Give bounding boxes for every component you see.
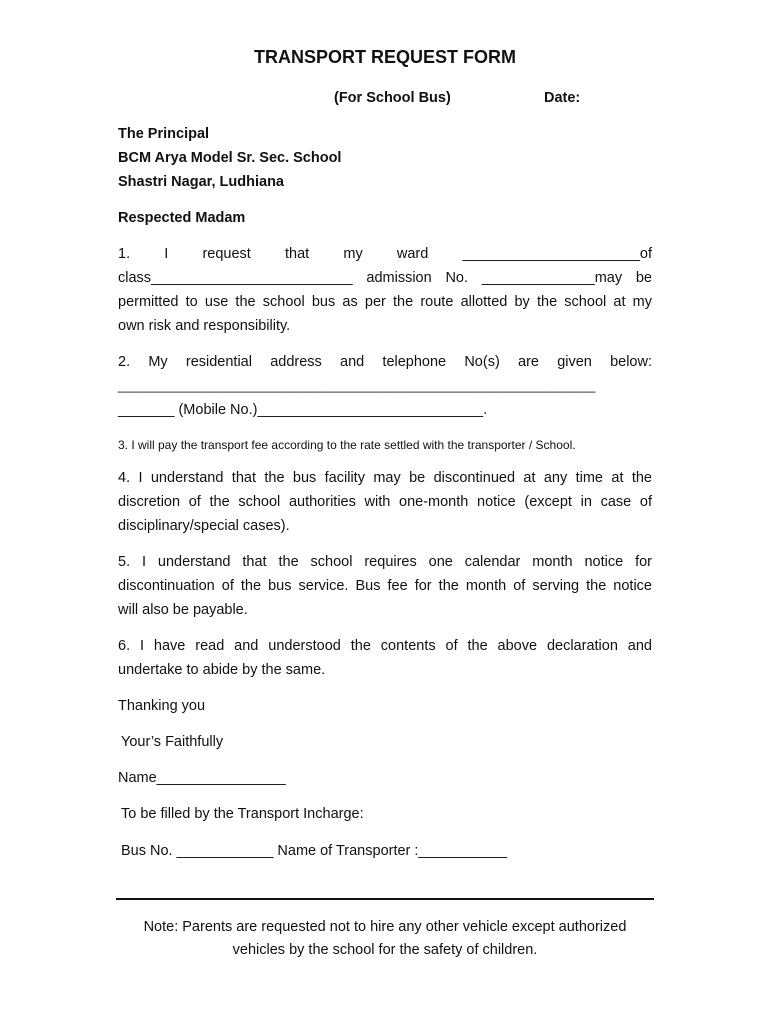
note-line-2: vehicles by the school for the safety of children. (232, 942, 538, 958)
thanking-you: Thanking you (118, 698, 206, 714)
footer-note (110, 916, 660, 962)
recipient-school: BCM Arya Model Sr. Sec. School (118, 150, 342, 166)
date-label: Date: (544, 90, 581, 106)
clause-3: 3. I will pay the transport fee according to the rate settled with the transporter / School. (118, 438, 576, 452)
clause-5-line-1: 5. I understand that the school requires one calendar month notice for (118, 554, 652, 570)
clause-2-line-1: 2. My residential address and telephone No(s) are given below: (118, 354, 652, 370)
recipient-title: The Principal (118, 126, 210, 142)
clause-1-line-1: 1. I request that my ward ______________________of (118, 246, 652, 262)
form-title: TRANSPORT REQUEST FORM (253, 47, 516, 67)
clause-5-line-3: will also be payable. (118, 602, 248, 618)
clause-4-line-2: discretion of the school authorities with one-month notice (except in case of (118, 494, 652, 510)
recipient-address: Shastri Nagar, Ludhiana (118, 174, 284, 190)
clause-4-line-3: disciplinary/special cases). (118, 518, 290, 534)
note-line-1: Note: Parents are requested not to hire any other vehicle except authorized (143, 919, 627, 935)
clause-2-address-blank: __________________________________________________________________ (118, 378, 596, 393)
clause-6-line-2: undertake to abide by the same. (118, 662, 326, 678)
clause-6-line-1: 6. I have read and understood the contents of the above declaration and (118, 638, 652, 654)
clause-5-line-2: discontinuation of the bus service. Bus fee for the month of serving the notice (118, 578, 652, 594)
clause-4-line-1: 4. I understand that the bus facility may be discontinued at any time at the (118, 470, 652, 486)
clause-1-line-3: permitted to use the school bus as per the route allotted by the school at my (118, 294, 652, 310)
yours-faithfully: Your’s Faithfully (121, 734, 224, 750)
clause-1-line-4: own risk and responsibility. (118, 318, 291, 334)
divider-line (116, 898, 654, 900)
transport-incharge-heading: To be filled by the Transport Incharge: (121, 806, 364, 822)
form-subtitle: (For School Bus) (334, 90, 451, 106)
clause-2-mobile-line: _______ (Mobile No.)____________________________. (118, 402, 488, 418)
clause-1-line-2: class_________________________ admission No. ______________may be (118, 270, 652, 286)
name-field: Name________________ (118, 770, 286, 786)
salutation: Respected Madam (118, 210, 246, 226)
bus-transporter-fields: Bus No. ____________ Name of Transporter :___________ (121, 843, 508, 859)
